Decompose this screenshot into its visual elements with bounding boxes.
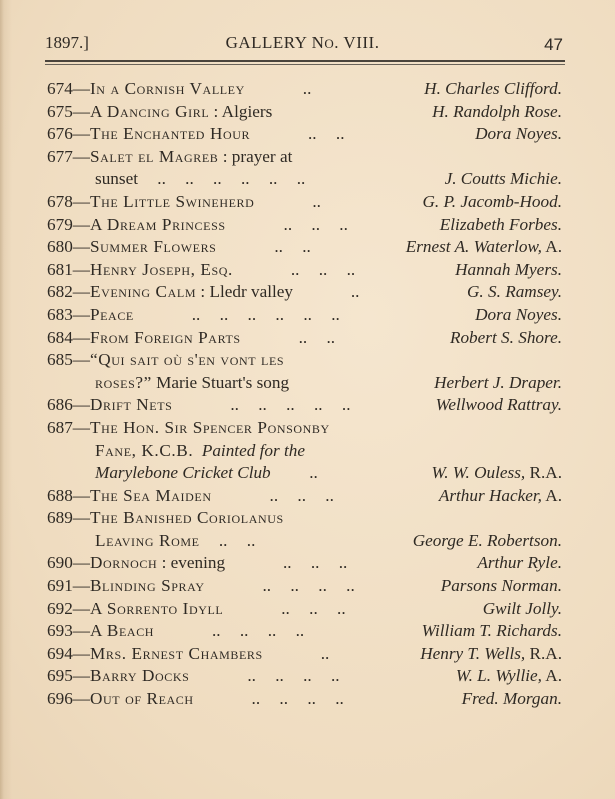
leader-dots: .. .. .. [223,598,346,618]
catalogue-entry [47,349,562,372]
catalogue-entry [47,101,562,124]
entry-artist [475,123,562,146]
catalogue-entry [47,485,562,508]
entry-artist [475,304,562,327]
entry-continuation [47,440,562,463]
entry-title-cont: Leaving Rome [95,530,200,550]
entry-title: Evening Calm [89,282,197,302]
header-rule-thick [45,60,565,62]
entry-subtitle-cont: Marie Stuart's song [151,372,290,392]
title-main: GALLERY N [225,33,325,52]
leader-dots: .. .. .. .. [189,666,340,686]
page-number: 47 [544,35,563,54]
entry-dash: — [72,327,90,347]
catalogue-entry [47,327,562,350]
running-head-year: 1897.] [45,33,89,52]
entry-dash: — [72,485,90,505]
entry-number: 696 [47,689,73,709]
entry-title: A Dream Princess [89,214,226,234]
leader-dots: .. .. [250,124,345,144]
entry-dash: — [72,79,90,98]
entry-dash: — [72,304,90,324]
entry-number: 685 [47,350,73,370]
entry-dash: — [72,282,90,302]
entry-title: Peace [89,304,134,324]
entry-dash: — [72,101,90,121]
artist-name: Hannah Myers. [455,259,562,279]
entry-title: Blinding Spray [89,576,205,596]
entry-continuation [47,530,562,553]
catalogue-entry [47,304,562,327]
artist-name: Henry T. Wells, [420,643,526,663]
entry-artist [424,78,562,101]
entry-number: 675 [47,101,73,121]
leader-dots: .. .. .. [211,485,334,505]
entry-artist [455,259,562,282]
artist-name: J. Coutts Michie. [444,169,562,189]
artist-name: William T. Richards. [421,621,562,641]
entry-number: 691 [47,576,73,596]
artist-name: Dora Noyes. [475,124,562,144]
entry-artist [477,552,562,575]
artist-name: Arthur Hacker, [438,485,542,505]
entry-artist [431,462,562,485]
entry-artist [445,168,562,191]
artist-name: Wellwood Rattray. [435,395,562,415]
artist-honour: R.A. [525,463,562,483]
artist-name: Dora Noyes. [475,304,562,324]
leader-dots: .. .. .. .. .. .. [137,169,306,189]
entry-dash: — [72,146,90,166]
entry-artist [467,281,562,304]
entry-number: 684 [47,327,73,347]
leader-dots: .. .. .. [225,214,348,234]
entry-artist [440,214,562,237]
entry-title: A Dancing Girl [89,101,210,121]
entry-note: Painted for the [193,440,305,460]
entry-artist [422,191,562,214]
running-head-title [45,33,560,53]
catalogue-entry [47,665,562,688]
running-head [45,33,563,57]
entry-artist [422,620,562,643]
artist-honour: R.A. [525,643,562,663]
entry-continuation [47,168,562,191]
entry-artist [441,575,562,598]
entry-number: 686 [47,395,73,415]
leader-dots: .. [244,79,312,98]
title-end: . VIII. [334,33,380,52]
entry-continuation [47,462,562,485]
entry-title: The Sea Maiden [89,485,212,505]
artist-name: G. S. Ramsey. [467,282,562,302]
header-rule-thin [45,64,565,65]
leader-dots: .. [262,643,330,663]
entry-artist [483,598,562,621]
entry-title: Summer Flowers [89,237,217,257]
entry-title: The Little Swineherd [89,191,255,211]
entry-dash: — [72,621,90,641]
entry-number: 680 [47,237,73,257]
artist-honour: A. [541,237,562,257]
entry-number: 692 [47,598,73,618]
entry-title: A Sorrento Idyll [89,598,224,618]
artist-name: Ernest A. Waterlow, [405,237,542,257]
catalogue-entry [47,146,562,169]
artist-name: Fred. Morgan. [461,689,562,709]
entry-continuation [47,372,562,395]
entry-artist [413,530,562,553]
entry-title: Mrs. Ernest Chambers [89,643,263,663]
entry-number: 677 [47,146,73,166]
catalogue-entry [47,123,562,146]
catalogue-entry [47,236,562,259]
entry-dash: — [72,666,90,686]
entry-subtitle: : evening [157,553,226,573]
entry-dash: — [72,417,90,437]
catalogue-entry [47,191,562,214]
leader-dots: .. .. [199,530,256,550]
entry-title: Out of Reach [89,689,194,709]
entry-dash: — [72,350,90,370]
artist-name: Parsons Norman. [440,576,562,596]
entry-artist [420,643,562,666]
catalogue-entry [47,78,562,101]
entry-title: In a Cornish Valley [89,79,245,98]
entry-dash: — [72,191,90,211]
entry-note: Marylebone Cricket Club [95,463,271,483]
entry-title: Henry Joseph, Esq. [89,259,233,279]
entry-title-cont: Fane, K.C.B. [95,440,194,460]
entry-number: 687 [47,417,73,437]
leader-dots: .. .. .. .. [154,621,305,641]
entry-dash: — [72,598,90,618]
entry-artist [436,394,562,417]
entry-artist [456,665,562,688]
entry-title: The Enchanted Hour [89,124,251,144]
catalogue-entry [47,417,562,440]
artist-name: G. P. Jacomb-Hood. [422,191,562,211]
catalogue-entry [47,598,562,621]
entry-title: Salet el Magreb [89,146,219,166]
entry-title: A Beach [89,621,155,641]
entry-artist [406,236,562,259]
entry-dash: — [72,259,90,279]
leader-dots: .. [270,463,318,483]
entry-dash: — [72,395,90,415]
entry-dash: — [72,576,90,596]
entry-subtitle: : prayer at [218,146,293,166]
entry-artist [450,327,562,350]
artist-name: H. Randolph Rose. [432,101,562,121]
catalogue-entry [47,281,562,304]
catalogue-entry [47,620,562,643]
artist-name: Elizabeth Forbes. [439,214,562,234]
catalogue-entry [47,259,562,282]
title-small-cap: O [324,36,335,51]
entry-number: 688 [47,485,73,505]
entry-number: 689 [47,508,73,528]
catalogue-entry [47,214,562,237]
entry-artist [434,372,562,395]
leader-dots: .. .. [240,327,336,347]
entry-subtitle-cont: sunset [95,169,138,189]
artist-name: Gwilt Jolly. [482,598,562,618]
entry-number: 678 [47,191,73,211]
entry-dash: — [72,689,90,709]
leader-dots: .. [292,282,360,302]
entry-artist [432,101,562,124]
entry-title: The Banished Coriolanus [89,508,284,528]
artist-name: W. W. Ouless, [431,463,526,483]
leader-dots: .. .. .. .. .. [172,395,351,415]
entry-list [47,78,562,711]
entry-title: From Foreign Parts [89,327,241,347]
catalogue-entry [47,552,562,575]
entry-subtitle: : Algiers [209,101,273,121]
entry-dash: — [72,508,90,528]
entry-number: 693 [47,621,73,641]
entry-artist [439,485,562,508]
entry-title: Drift Nets [89,395,173,415]
artist-name: Herbert J. Draper. [434,372,562,392]
entry-title: Dornoch [89,553,158,573]
catalogue-entry [47,507,562,530]
artist-honour: A. [541,485,562,505]
entry-artist [462,688,562,711]
entry-number: 683 [47,304,73,324]
catalogue-entry [47,688,562,711]
entry-title: The Hon. Sir Spencer Ponsonby [89,417,330,437]
entry-dash: — [72,553,90,573]
entry-dash: — [72,643,90,663]
catalogue-entry [47,643,562,666]
entry-title: “Qui sait où s'en vont les [89,350,285,370]
entry-number: 679 [47,214,73,234]
leader-dots: .. .. .. .. [204,576,355,596]
artist-name: W. L. Wyllie, [455,666,542,686]
entry-dash: — [72,214,90,234]
leader-dots: .. .. .. .. .. .. [133,304,340,324]
leader-dots: .. .. .. [225,553,348,573]
entry-dash: — [72,124,90,144]
entry-title: Barry Docks [89,666,190,686]
entry-number: 690 [47,553,73,573]
artist-name: Robert S. Shore. [449,327,562,347]
entry-subtitle: : Lledr valley [196,282,293,302]
artist-honour: A. [541,666,562,686]
catalogue-entry [47,394,562,417]
leader-dots: .. .. [216,237,311,257]
entry-number: 681 [47,259,73,279]
artist-name: H. Charles Clifford. [424,79,562,98]
entry-number: 694 [47,643,73,663]
entry-number: 682 [47,282,73,302]
entry-title-cont: roses?” [95,372,152,392]
catalogue-entry [47,575,562,598]
leader-dots: .. .. .. [232,259,356,279]
entry-number: 695 [47,666,73,686]
artist-name: Arthur Ryle. [477,553,562,573]
entry-number: 676 [47,124,73,144]
artist-name: George E. Robertson. [412,530,562,550]
entry-number: 674 [47,79,73,98]
leader-dots: .. [254,191,321,211]
entry-dash: — [72,237,90,257]
leader-dots: .. .. .. .. [193,689,344,709]
